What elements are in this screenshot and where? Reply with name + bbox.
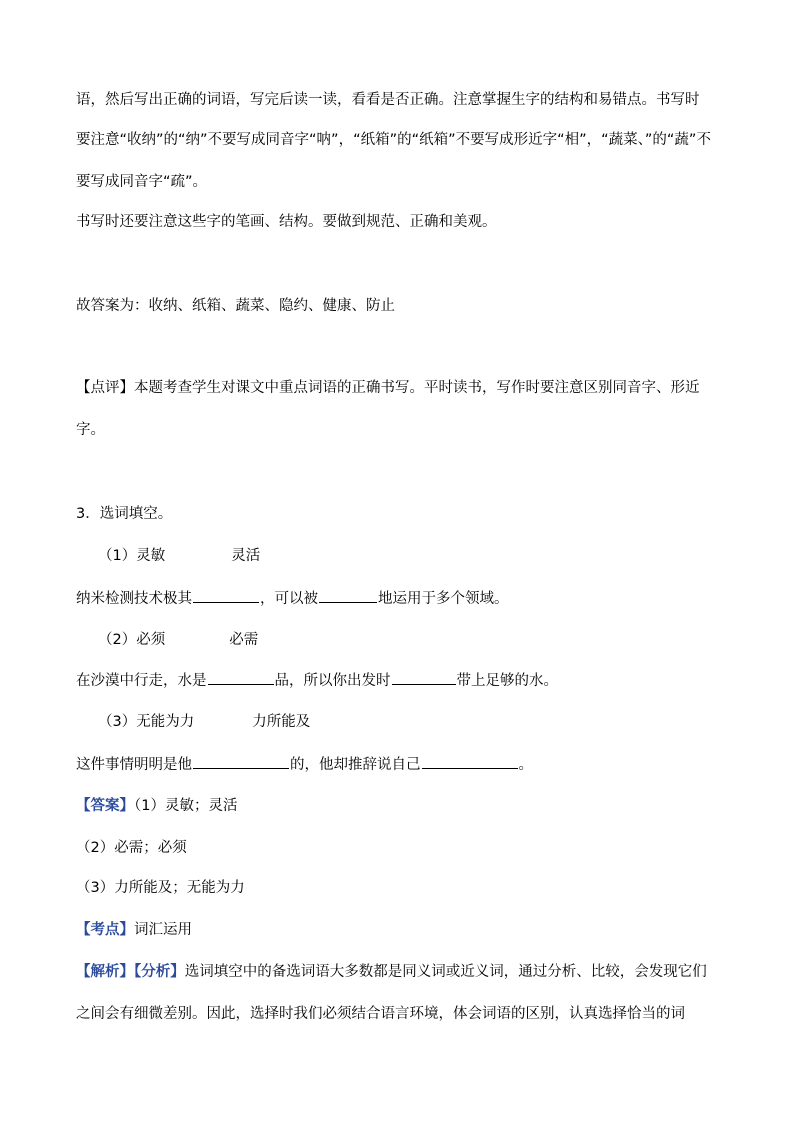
- intro-line-3: 要写成同音字“疏”。: [76, 174, 208, 190]
- q3-item-2-text-1: 在沙漠中行走，水是: [76, 673, 207, 689]
- analysis-subtag: 【分析】: [134, 964, 185, 980]
- q3-item-1-text-2: ，可以被: [260, 591, 318, 607]
- q3-item-3-option-1: 无能为力: [136, 714, 195, 730]
- answer-text-1: （1）灵敏；灵活: [134, 798, 238, 814]
- q3-item-1-text-1: 纳米检测技术极其: [76, 591, 192, 607]
- intro-line-4: 书写时还要注意这些字的笔画、结构。要做到规范、正确和美观。: [76, 214, 497, 230]
- q3-item-3-text-3: 。: [518, 757, 533, 773]
- intro-line-2: 要注意“收纳”的“纳”不要写成同音字“呐”，“纸箱”的“纸箱”不要写成形近字“相”，“蔬菜、”的“蔬”不: [76, 132, 711, 148]
- q3-item-2-blank-1[interactable]: [208, 670, 274, 685]
- q3-item-1-text-3: 地运用于多个领域。: [378, 591, 509, 607]
- review-tag: 【点评】: [76, 380, 134, 396]
- analysis-text-1: 选词填空中的备选词语大多数都是同义词或近义词，通过分析、比较，会发现它们: [184, 964, 707, 980]
- q3-item-1-options: [98, 546, 260, 566]
- answer-line-2: （2）必需；必须: [76, 840, 187, 856]
- q3-item-2-sentence: [76, 670, 558, 691]
- q3-item-3-option-2: 力所能及: [252, 714, 311, 730]
- q3-item-3-text-1: 这件事情明明是他: [76, 757, 192, 773]
- intro-line-1: 语，然后写出正确的词语，写完后读一读，看看是否正确。注意掌握生字的结构和易错点。书写时: [76, 92, 700, 108]
- q3-item-1-sentence: [76, 588, 509, 609]
- review-line-2: 字。: [76, 422, 105, 438]
- q3-item-1-label: （1）: [98, 548, 137, 564]
- kaodian-tag: 【考点】: [76, 922, 134, 938]
- kaodian-line: [76, 920, 192, 940]
- q3-item-2-option-1: 必须: [136, 632, 166, 648]
- q3-item-1-option-1: 灵敏: [136, 548, 166, 564]
- q3-item-2-text-2: 品，所以你出发时: [274, 673, 391, 689]
- q3-item-3-text-2: 的，他却推辞说自己: [290, 757, 421, 773]
- q3-item-3-label: （3）: [98, 714, 137, 730]
- q3-item-2-option-2: 必需: [229, 632, 259, 648]
- previous-answer: 故答案为：收纳、纸箱、蔬菜、隐约、健康、防止: [76, 298, 395, 314]
- q3-item-3-options: [98, 712, 310, 732]
- q3-item-2-options: [98, 630, 258, 650]
- q3-item-1-blank-2[interactable]: [319, 588, 377, 603]
- q3-item-3-blank-1[interactable]: [193, 754, 289, 769]
- answer-line-3: （3）力所能及；无能为力: [76, 880, 245, 896]
- q3-item-3-blank-2[interactable]: [422, 754, 518, 769]
- review-line-1: [76, 378, 700, 398]
- q3-item-3-sentence: [76, 754, 533, 775]
- q3-item-2-label: （2）: [98, 632, 137, 648]
- analysis-line-1: [76, 962, 707, 982]
- review-text-1: 本题考查学生对课文中重点词语的正确书写。平时读书，写作时要注意区别同音字、形近: [134, 380, 700, 396]
- analysis-tag: 【解析】: [76, 964, 134, 980]
- answer-line-1: [76, 796, 237, 816]
- kaodian-text: 词汇运用: [134, 922, 192, 938]
- question-3-title: 3．选词填空。: [76, 506, 173, 522]
- q3-item-1-option-2: 灵活: [231, 548, 261, 564]
- analysis-line-2: 之间会有细微差别。因此，选择时我们必须结合语言环境，体会词语的区别，认真选择恰当的词: [76, 1006, 685, 1022]
- answer-tag: 【答案】: [76, 798, 134, 814]
- q3-item-1-blank-1[interactable]: [193, 588, 259, 603]
- q3-item-2-text-3: 带上足够的水。: [456, 673, 558, 689]
- q3-item-2-blank-2[interactable]: [392, 670, 456, 685]
